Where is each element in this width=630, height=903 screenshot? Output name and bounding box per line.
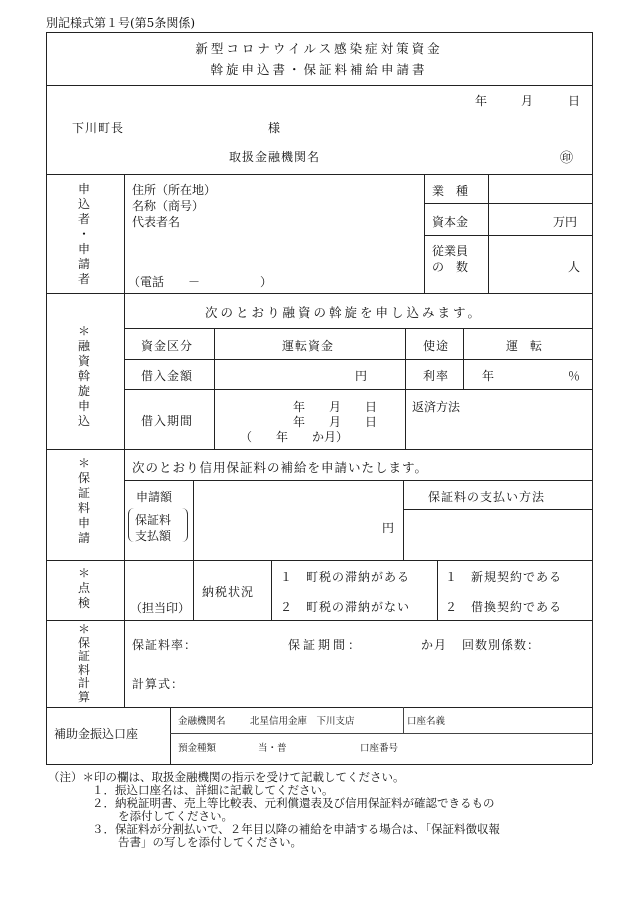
rate-unit: ％ <box>568 369 581 383</box>
repayment-label: 返済方法 <box>412 400 461 414</box>
period-start: 年 月 日 <box>293 400 378 414</box>
addressee-honorific: 様 <box>268 121 281 135</box>
date-day: 日 <box>568 94 581 108</box>
form-reference: 別記様式第１号(第5条関係) <box>46 16 195 30</box>
requested-amount-label: 申請額 <box>136 490 173 504</box>
account-holder-label: 口座名義 <box>407 716 446 727</box>
note-3a: ３．保証料が分割払いで、２年目以降の補給を申請する場合は、「保証料徴収報 <box>92 822 501 836</box>
guarantee-period-label: 保証期間： <box>288 638 364 652</box>
loan-amount-label: 借入金額 <box>141 369 194 383</box>
loan-side-label: ＊ 融 資 斡 旋 申 込 <box>78 324 91 428</box>
note-2a: ２．納税証明書、売上等比較表、元利償還表及び信用保証料が確認できるもの <box>92 796 495 810</box>
note-2b: を添付してください。 <box>118 809 233 823</box>
contract-option-1: １ 新規契約である <box>445 570 563 584</box>
coefficient-label: 回数別係数： <box>462 638 541 652</box>
period-end: 年 月 日 <box>293 415 378 429</box>
employees-unit: 人 <box>568 260 581 274</box>
fee-rate-label: 保証料率： <box>132 638 198 652</box>
loan-period-label: 借入期間 <box>141 414 194 428</box>
applicant-side-label: 申 込 者 ・ 申 請 者 <box>78 182 91 286</box>
bank-name-value: 北星信用金庫 下川支店 <box>250 716 355 727</box>
date-month: 月 <box>521 94 534 108</box>
capital-label: 資本金 <box>432 215 469 229</box>
form-title-line2: 斡旋申込書・保証料補給申請書 <box>210 62 428 77</box>
tax-option-1: １ 町税の滞納がある <box>280 570 411 584</box>
company-name-label: 名称（商号） <box>132 199 205 213</box>
industry-label: 業 種 <box>432 184 469 198</box>
representative-label: 代表者名 <box>132 215 181 229</box>
rate-label: 利率 <box>423 369 450 383</box>
address-label: 住所（所在地） <box>132 183 217 197</box>
seal-mark: ㊞ <box>560 151 574 166</box>
guarantee-intro: 次のとおり信用保証料の補給を申請いたします。 <box>132 460 429 475</box>
employees-label-2: の 数 <box>432 260 469 274</box>
employees-label-1: 従業員 <box>432 244 469 258</box>
fee-label-1: 保証料 <box>135 513 172 527</box>
fund-type-label: 資金区分 <box>141 339 194 353</box>
note-3b: 告書」の写しを添付してください。 <box>118 835 302 849</box>
rate-year: 年 <box>482 369 495 383</box>
use-label: 使途 <box>423 339 450 353</box>
deposit-type-label: 預金種類 <box>178 743 217 754</box>
account-number-label: 口座番号 <box>360 743 399 754</box>
payment-method-label: 保証料の支払い方法 <box>428 490 546 504</box>
note-head: （注）＊印の欄は、取扱金融機関の指示を受けて記載してください。 <box>48 770 405 784</box>
date-year: 年 <box>475 94 488 108</box>
phone-label: （電話 － ） <box>128 275 273 289</box>
calc-side-label: ＊ 保 証 料 計 算 <box>78 622 91 704</box>
fee-label-2: 支払額 <box>135 529 172 543</box>
loan-amount-unit: 円 <box>355 369 368 383</box>
guarantee-period-unit: か月 <box>421 638 448 652</box>
tax-option-2: ２ 町税の滞納がない <box>280 600 411 614</box>
form-title-line1: 新型コロナウイルス感染症対策資金 <box>195 41 443 56</box>
transfer-account-label: 補助金振込口座 <box>54 727 139 741</box>
contract-option-2: ２ 借換契約である <box>445 600 563 614</box>
period-duration: （ 年 か月） <box>240 430 349 444</box>
guarantee-amount-unit: 円 <box>382 521 395 535</box>
bank-name-label: 金融機関名 <box>178 716 226 727</box>
tax-status-label: 納税状況 <box>202 585 255 599</box>
fund-type-value: 運転資金 <box>282 339 335 353</box>
addressee: 下川町長 <box>72 121 125 135</box>
use-value: 運 転 <box>506 339 543 353</box>
staff-seal-label: （担当印） <box>130 601 191 615</box>
check-side-label: ＊ 点 検 <box>78 566 91 610</box>
capital-unit: 万円 <box>553 215 578 229</box>
formula-label: 計算式： <box>132 677 185 691</box>
note-1: １．振込口座名は、詳細に記載してください。 <box>92 783 334 797</box>
institution-label: 取扱金融機関名 <box>229 150 321 164</box>
guarantee-side-label: ＊ 保 証 料 申 請 <box>78 456 91 545</box>
loan-intro: 次のとおり融資の斡旋を申し込みます。 <box>205 305 484 320</box>
deposit-type-value: 当・普 <box>258 743 287 754</box>
